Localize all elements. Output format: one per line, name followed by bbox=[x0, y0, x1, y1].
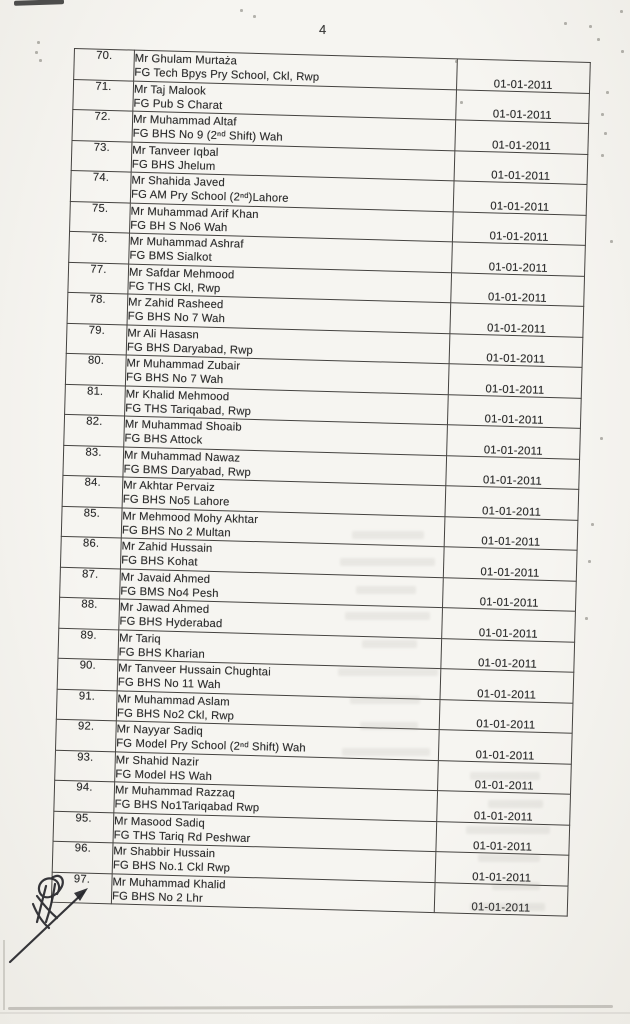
scan-speck bbox=[35, 51, 38, 54]
bleedthrough-mark bbox=[340, 558, 435, 566]
school-name: FG THS Tariq Rd Peshwar bbox=[113, 828, 251, 845]
date-cell bbox=[447, 425, 581, 459]
serial-number-cell bbox=[53, 811, 114, 843]
school-name: FG Model HS Wah bbox=[115, 767, 213, 783]
serial-number: 92. bbox=[77, 720, 95, 733]
scan-speck bbox=[601, 154, 604, 157]
serial-number-cell bbox=[70, 201, 131, 233]
school-name: FG BHS No 2 Multan bbox=[121, 523, 231, 539]
date-cell bbox=[453, 181, 587, 215]
scan-speck bbox=[455, 60, 458, 63]
scan-speck bbox=[588, 560, 591, 563]
page-number: 4 bbox=[319, 22, 327, 37]
school-name: FG BMS Daryabad, Rwp bbox=[123, 462, 252, 479]
serial-number: 74. bbox=[92, 171, 110, 184]
serial-number: 78. bbox=[89, 293, 107, 306]
scan-speck bbox=[606, 91, 609, 94]
serial-number-cell bbox=[60, 536, 121, 568]
scan-speck bbox=[589, 25, 592, 28]
serial-number: 88. bbox=[81, 598, 98, 611]
school-name: FG Model Pry School (2ⁿᵈ Shift) Wah bbox=[116, 737, 306, 755]
effective-date: 01-01-2011 bbox=[489, 230, 549, 244]
person-name: Mr Jawad Ahmed bbox=[119, 601, 210, 616]
school-name: FG BHS Hyderabad bbox=[119, 615, 223, 631]
bleedthrough-mark bbox=[350, 696, 420, 704]
person-name: Mr Akhtar Pervaiz bbox=[123, 479, 216, 494]
person-name: Mr Khalid Mehmood bbox=[125, 388, 230, 403]
date-cell bbox=[447, 394, 581, 428]
serial-number: 70. bbox=[95, 49, 113, 63]
person-name: Mr Muhammad Arif Khan bbox=[130, 205, 259, 221]
effective-date: 01-01-2011 bbox=[473, 809, 533, 824]
scan-smudge-top-left bbox=[14, 0, 64, 6]
serial-number: 97. bbox=[73, 872, 91, 886]
serial-number: 71. bbox=[95, 80, 112, 93]
serial-number-cell bbox=[56, 719, 117, 751]
roster-body bbox=[51, 49, 590, 917]
date-cell bbox=[440, 669, 574, 703]
effective-date: 01-01-2011 bbox=[480, 565, 540, 580]
bleedthrough-mark bbox=[488, 800, 543, 808]
effective-date: 01-01-2011 bbox=[488, 260, 548, 275]
serial-number-cell bbox=[70, 170, 131, 202]
serial-number: 77. bbox=[90, 263, 107, 276]
handwritten-signature-icon bbox=[6, 852, 156, 977]
serial-number-cell bbox=[54, 780, 115, 812]
bleedthrough-mark bbox=[362, 640, 417, 648]
person-name: Mr Tanveer Hussain Chughtai bbox=[118, 662, 272, 679]
bleedthrough-mark bbox=[360, 722, 418, 730]
school-name: FG BHS No.1 Ckl Rwp bbox=[112, 859, 231, 875]
school-name: FG THS Tariqabad, Rwp bbox=[125, 402, 252, 418]
effective-date: 01-01-2011 bbox=[477, 687, 537, 702]
school-name: FG BHS No1Tariqabad Rwp bbox=[114, 798, 260, 815]
school-name: FG BMS Sialkot bbox=[129, 249, 212, 264]
serial-number-cell bbox=[59, 597, 120, 629]
scan-speck bbox=[39, 59, 42, 62]
person-name: Mr Zahid Rasheed bbox=[127, 296, 224, 312]
effective-date: 01-01-2011 bbox=[491, 169, 551, 183]
serial-number-cell bbox=[68, 262, 129, 294]
effective-date: 01-01-2011 bbox=[476, 718, 536, 732]
school-name: FG Tech Bpys Pry School, Ckl, Rwp bbox=[134, 66, 320, 84]
scan-speck bbox=[601, 113, 604, 116]
scan-speck bbox=[37, 41, 40, 44]
effective-date: 01-01-2011 bbox=[493, 77, 553, 92]
person-name: Mr Safdar Mehmood bbox=[128, 266, 235, 281]
serial-number-cell bbox=[74, 49, 135, 81]
school-name: FG BHS No 7 Wah bbox=[127, 310, 226, 326]
school-name: FG BHS No 7 Wah bbox=[125, 371, 224, 387]
date-cell bbox=[439, 699, 573, 733]
person-name: Mr Ghulam Murtaża bbox=[134, 52, 238, 68]
scan-speck bbox=[564, 22, 567, 25]
serial-number: 95. bbox=[75, 811, 92, 825]
effective-date: 01-01-2011 bbox=[483, 443, 543, 458]
bleedthrough-mark bbox=[352, 531, 424, 539]
serial-number: 91. bbox=[78, 689, 96, 703]
person-name: Mr Nayyar Sadiq bbox=[116, 723, 204, 738]
date-cell bbox=[441, 638, 575, 672]
serial-number: 84. bbox=[84, 476, 102, 489]
serial-number-cell bbox=[65, 384, 126, 416]
person-name: Mr Shahid Nazir bbox=[115, 753, 200, 769]
school-name: FG AM Pry School (2ⁿᵈ)Lahore bbox=[130, 188, 289, 205]
person-name: Mr Ali Hasasn bbox=[127, 327, 200, 341]
serial-number: 72. bbox=[94, 110, 111, 124]
effective-date: 01-01-2011 bbox=[491, 138, 552, 153]
effective-date: 01-01-2011 bbox=[492, 108, 552, 122]
bleedthrough-mark bbox=[338, 668, 438, 676]
scan-speck bbox=[600, 437, 603, 440]
school-name: FG BHS No5 Lahore bbox=[122, 493, 230, 509]
effective-date: 01-01-2011 bbox=[484, 413, 544, 427]
serial-number: 87. bbox=[81, 567, 99, 581]
serial-number-cell bbox=[55, 750, 116, 782]
serial-number-cell bbox=[72, 109, 133, 141]
scan-speck bbox=[585, 617, 588, 620]
person-name: Mr Muhammad Zubair bbox=[126, 357, 241, 373]
effective-date: 01-01-2011 bbox=[475, 748, 535, 763]
scan-speck bbox=[460, 101, 463, 104]
serial-number: 83. bbox=[85, 445, 102, 459]
serial-number-cell bbox=[66, 323, 127, 355]
serial-number-cell bbox=[58, 628, 119, 660]
date-cell bbox=[457, 59, 591, 93]
person-name: Mr Muhammad Ashraf bbox=[129, 235, 244, 251]
school-name: FG BHS No 9 (2ⁿᵈ Shift) Wah bbox=[132, 127, 283, 144]
school-name: FG BHS No 2 Lhr bbox=[111, 889, 203, 905]
date-cell bbox=[454, 150, 588, 184]
person-name: Mr Muhammad Nawaz bbox=[123, 449, 241, 465]
scan-speck bbox=[591, 523, 594, 526]
serial-number: 85. bbox=[83, 506, 101, 520]
serial-number-cell bbox=[56, 689, 117, 721]
effective-date: 01-01-2011 bbox=[481, 504, 542, 519]
effective-date: 01-01-2011 bbox=[478, 626, 538, 641]
date-cell bbox=[442, 608, 576, 642]
bleedthrough-mark bbox=[345, 612, 430, 620]
effective-date: 01-01-2011 bbox=[486, 352, 546, 366]
effective-date: 01-01-2011 bbox=[479, 596, 539, 610]
bleedthrough-mark bbox=[342, 748, 430, 756]
bleedthrough-mark bbox=[492, 882, 540, 890]
date-cell bbox=[450, 303, 584, 337]
school-name: FG BMS No4 Pesh bbox=[120, 584, 219, 600]
serial-number-cell bbox=[57, 658, 118, 690]
school-name: FG BHS Daryabad, Rwp bbox=[126, 341, 254, 357]
date-cell bbox=[443, 547, 577, 581]
school-name: FG Pub S Charat bbox=[133, 97, 223, 112]
effective-date: 01-01-2011 bbox=[486, 321, 547, 336]
school-name: FG BHS No2 Ckl, Rwp bbox=[116, 706, 235, 723]
school-name: FG BHS Attock bbox=[124, 432, 203, 447]
effective-date: 01-01-2011 bbox=[481, 535, 541, 549]
serial-number-cell bbox=[69, 231, 130, 263]
bleedthrough-mark bbox=[356, 586, 416, 594]
person-name: Mr Taj Malook bbox=[133, 83, 207, 98]
serial-number: 76. bbox=[91, 232, 108, 245]
serial-number-cell bbox=[60, 567, 121, 599]
person-name: Mr Muhammad Aslam bbox=[117, 692, 230, 708]
date-cell bbox=[438, 730, 572, 764]
effective-date: 01-01-2011 bbox=[472, 870, 532, 885]
date-cell bbox=[442, 577, 576, 611]
bleedthrough-mark bbox=[470, 903, 545, 911]
date-cell bbox=[456, 89, 590, 123]
date-cell bbox=[452, 211, 586, 245]
page-edge-line-left bbox=[3, 940, 5, 1010]
scan-speck bbox=[597, 38, 600, 41]
serial-number-cell bbox=[63, 445, 124, 477]
scan-speck bbox=[604, 132, 607, 135]
effective-date: 01-01-2011 bbox=[474, 779, 534, 793]
seniority-roster-table bbox=[51, 48, 591, 917]
scan-speck bbox=[240, 9, 243, 12]
person-name: Mr Muhammad Altaf bbox=[132, 113, 237, 129]
effective-date: 01-01-2011 bbox=[487, 291, 548, 305]
person-name: Mr Shabbir Hussain bbox=[113, 845, 216, 861]
person-name: Mr Muhammad Shoaib bbox=[124, 418, 242, 434]
page-edge-shadow-bottom bbox=[8, 1005, 613, 1010]
date-cell bbox=[444, 516, 578, 550]
school-name: FG BH S No6 Wah bbox=[130, 219, 228, 234]
serial-number-cell bbox=[61, 506, 122, 538]
date-cell bbox=[449, 333, 583, 367]
scan-speck bbox=[253, 15, 256, 18]
school-name: FG BHS Jhelum bbox=[131, 158, 216, 173]
date-cell bbox=[448, 364, 582, 398]
serial-number: 80. bbox=[87, 354, 105, 367]
serial-number-cell bbox=[64, 414, 125, 446]
bleedthrough-mark bbox=[466, 826, 550, 834]
serial-number-cell bbox=[65, 353, 126, 385]
scan-speck bbox=[610, 240, 613, 243]
serial-number-cell bbox=[67, 292, 128, 324]
school-name: FG BHS Kharian bbox=[118, 645, 206, 661]
person-name: Mr Tanveer Iqbal bbox=[132, 144, 219, 159]
serial-number: 75. bbox=[91, 202, 109, 215]
effective-date: 01-01-2011 bbox=[482, 474, 543, 488]
bleedthrough-mark bbox=[478, 854, 540, 862]
person-name: Mr Muhammad Khalid bbox=[112, 875, 226, 891]
school-name: FG THS Ckl, Rwp bbox=[128, 280, 221, 295]
date-cell bbox=[446, 455, 580, 489]
school-name: FG BHS No 11 Wah bbox=[117, 676, 221, 692]
person-name: Mr Zahid Hussain bbox=[121, 540, 213, 555]
serial-number: 73. bbox=[93, 141, 111, 154]
serial-number: 81. bbox=[86, 384, 104, 398]
effective-date: 01-01-2011 bbox=[471, 901, 531, 915]
serial-number-cell bbox=[71, 140, 132, 172]
effective-date: 01-01-2011 bbox=[485, 382, 545, 397]
school-name: FG BHS Kohat bbox=[120, 554, 198, 569]
serial-number: 86. bbox=[82, 537, 100, 550]
date-cell bbox=[452, 242, 586, 276]
date-cell bbox=[455, 120, 589, 154]
serial-number: 82. bbox=[86, 415, 103, 428]
serial-number: 93. bbox=[77, 750, 94, 764]
person-name: Mr Javaid Ahmed bbox=[120, 570, 211, 586]
person-name: Mr Mehmood Mohy Akhtar bbox=[122, 509, 259, 526]
scan-speck bbox=[621, 50, 624, 53]
serial-number: 90. bbox=[79, 659, 97, 672]
serial-number-cell bbox=[62, 475, 123, 507]
effective-date: 01-01-2011 bbox=[490, 199, 550, 214]
serial-number: 94. bbox=[76, 781, 93, 794]
serial-number: 96. bbox=[74, 842, 92, 855]
serial-number: 89. bbox=[80, 628, 97, 642]
date-cell bbox=[445, 486, 579, 520]
person-name: Mr Muhammad Razzaq bbox=[114, 784, 236, 800]
bleedthrough-mark bbox=[470, 772, 540, 780]
scan-speck bbox=[620, 10, 623, 13]
page-edge-shadow-bottom-faint bbox=[0, 1012, 630, 1014]
serial-number-cell bbox=[73, 79, 134, 111]
effective-date: 01-01-2011 bbox=[472, 840, 533, 854]
person-name: Mr Tariq bbox=[118, 631, 162, 646]
person-name: Mr Shahida Javed bbox=[131, 174, 226, 190]
effective-date: 01-01-2011 bbox=[477, 657, 538, 671]
date-cell bbox=[451, 272, 585, 306]
serial-number: 79. bbox=[88, 324, 106, 337]
person-name: Mr Masood Sadiq bbox=[113, 814, 206, 830]
